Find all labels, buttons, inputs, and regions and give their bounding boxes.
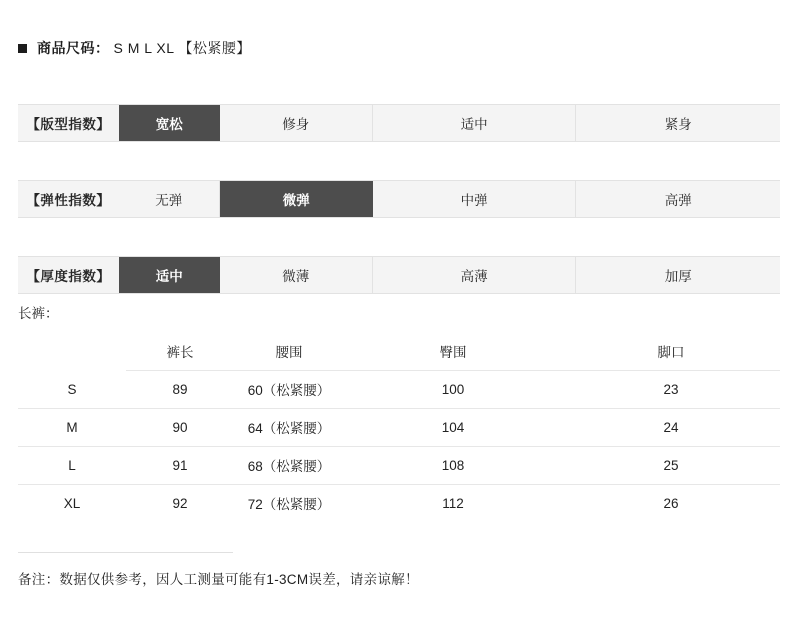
- cell-waist: 72（松紧腰）: [247, 497, 331, 512]
- measurement-table-title: 长裤：: [18, 306, 59, 321]
- elasticity-index-option-medium[interactable]: 中弹: [373, 181, 577, 217]
- elasticity-index-option-slight[interactable]: 微弹: [220, 181, 373, 217]
- table-row: [18, 446, 780, 484]
- elasticity-index-option-none[interactable]: 无弹: [119, 181, 220, 217]
- cell-waist: 64（松紧腰）: [234, 408, 344, 446]
- table-row: [18, 484, 780, 522]
- elasticity-index-row: [18, 180, 780, 218]
- column-header-size: [18, 332, 126, 370]
- table-row: [18, 370, 780, 408]
- square-bullet-icon: [18, 44, 27, 53]
- table-row: [18, 408, 780, 446]
- column-header-waist: 腰围: [234, 332, 344, 370]
- column-header-hip: 臀围: [344, 332, 562, 370]
- cell-cuff: 26: [663, 495, 679, 511]
- thickness-index-option-thick[interactable]: 加厚: [576, 257, 780, 293]
- footer-note: 备注：数据仅供参考，因人工测量可能有1-3CM误差，请亲谅解！: [18, 572, 419, 587]
- cell-waist: 60（松紧腰）: [234, 370, 344, 408]
- thickness-index-row: [18, 256, 780, 294]
- measurement-table: [18, 332, 780, 523]
- cell-size: S: [18, 370, 126, 408]
- cell-size: M: [18, 408, 126, 446]
- cell-length: 92: [172, 495, 188, 511]
- elasticity-index-label: 【弹性指数】: [18, 181, 119, 217]
- cell-length: 89: [126, 370, 234, 408]
- cell-cuff: 23: [562, 370, 780, 408]
- fit-index-row: [18, 104, 780, 142]
- cell-size: L: [18, 446, 126, 484]
- thickness-index-option-verythin[interactable]: 高薄: [373, 257, 577, 293]
- cell-hip: 104: [344, 408, 562, 446]
- thickness-index-option-thin[interactable]: 微薄: [220, 257, 373, 293]
- size-header-values: S M L XL 【松紧腰】: [113, 40, 251, 56]
- fit-index-option-slim[interactable]: 修身: [220, 105, 373, 141]
- fit-index-option-loose[interactable]: 宽松: [119, 105, 220, 141]
- thickness-index-option-regular[interactable]: 适中: [119, 257, 220, 293]
- table-header-row: [18, 332, 780, 370]
- size-header-label: 商品尺码：: [37, 40, 110, 56]
- column-header-length: 裤长: [126, 332, 234, 370]
- fit-index-option-tight[interactable]: 紧身: [576, 105, 780, 141]
- cell-cuff: 24: [562, 408, 780, 446]
- cell-hip: 112: [442, 495, 464, 511]
- cell-cuff: 25: [562, 446, 780, 484]
- fit-index-label: 【版型指数】: [18, 105, 119, 141]
- cell-waist: 68（松紧腰）: [234, 446, 344, 484]
- cell-length: 91: [126, 446, 234, 484]
- fit-index-option-regular[interactable]: 适中: [373, 105, 577, 141]
- cell-size: XL: [63, 495, 81, 511]
- cell-hip: 108: [344, 446, 562, 484]
- size-header: [18, 38, 251, 58]
- column-header-cuff: 脚口: [562, 332, 780, 370]
- thickness-index-label: 【厚度指数】: [18, 257, 119, 293]
- elasticity-index-option-high[interactable]: 高弹: [576, 181, 780, 217]
- cell-hip: 100: [344, 370, 562, 408]
- cell-length: 90: [126, 408, 234, 446]
- footer-divider: [18, 552, 233, 553]
